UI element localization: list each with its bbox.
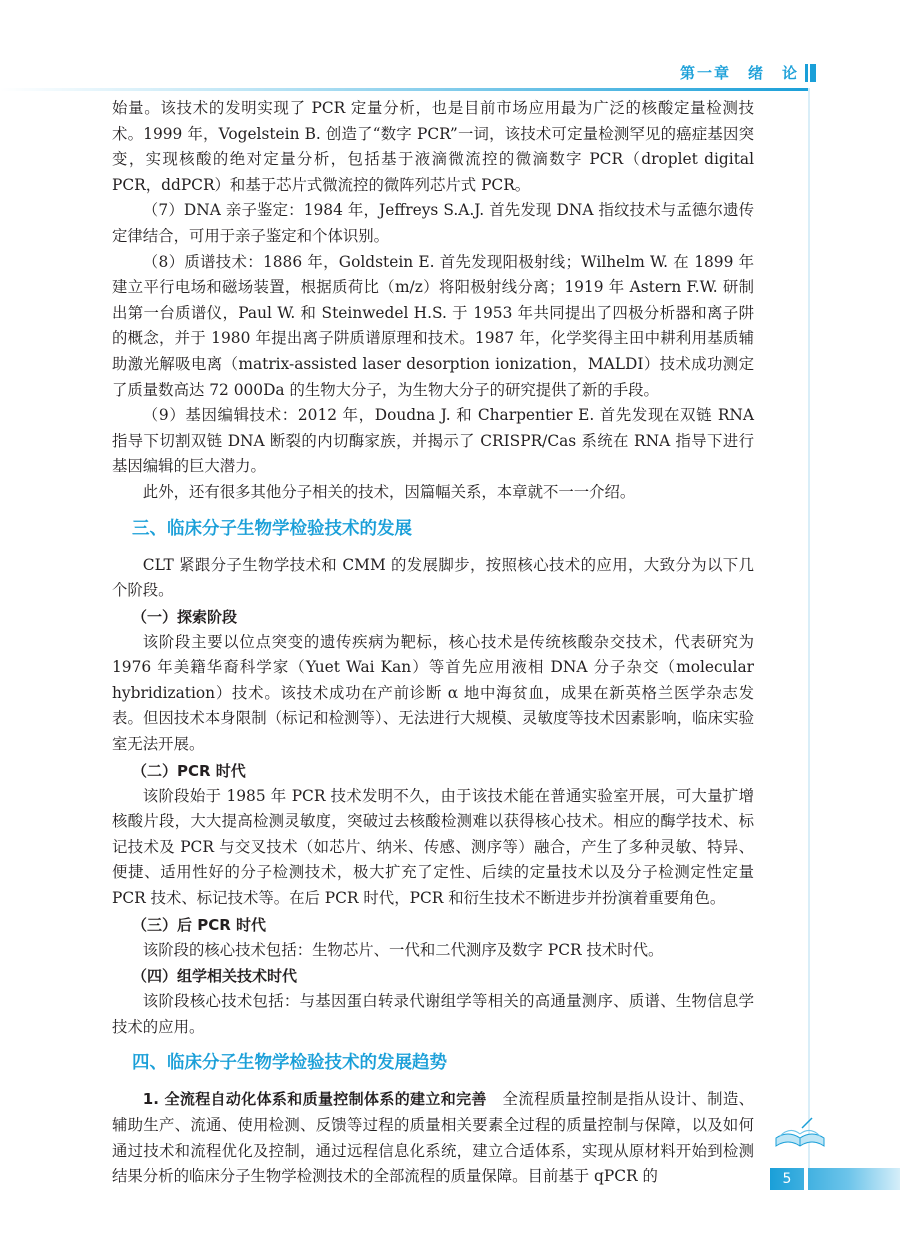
- paragraph: [112, 1087, 754, 1189]
- open-book-icon: [772, 1116, 828, 1152]
- paragraph: 此外，还有很多其他分子相关的技术，因篇幅关系，本章就不一一介绍。: [142, 482, 636, 501]
- header-bar-marks: [805, 64, 816, 82]
- chapter-title: 第一章 绪 论: [679, 64, 799, 82]
- chapter-header: [680, 62, 816, 83]
- margin-rule: [808, 88, 810, 1168]
- section-heading: 四、临床分子生物学检验技术的发展趋势: [132, 1053, 447, 1074]
- header-rule: [0, 88, 810, 91]
- paragraph: （7）DNA 亲子鉴定：1984 年，Jeffreys S.A.J. 首先发现 DNA 指纹技术与孟德尔遗传定律结合，可用于亲子鉴定和个体识别。: [112, 201, 754, 245]
- subsection-heading: （一）探索阶段: [132, 607, 238, 626]
- paragraph: CLT 紧跟分子生物学技术和 CMM 的发展脚步，按照核心技术的应用，大致分为以下几个阶段。: [112, 555, 754, 600]
- paragraph: 该阶段核心技术包括：与基因蛋白转录代谢组学等相关的高通量测序、质谱、生物信息学技术的应用。: [112, 992, 754, 1036]
- paragraph: 该阶段的核心技术包括：生物芯片、一代和二代测序及数字 PCR 技术时代。: [142, 940, 664, 959]
- page-body: [112, 96, 754, 1190]
- subsection-heading: （四）组学相关技术时代: [132, 967, 298, 986]
- paragraph: 该阶段始于 1985 年 PCR 技术发明不久，由于该技术能在普通实验室开展，可大量扩增核酸片段，大大提高检测灵敏度，突破过去核酸检测难以获得核心技术。相应的酶学技术、标记技术及 PCR 与交叉技术（如芯片、纳米、传感、测序等）融合，产生了多种灵敏、特异、便捷、适用性好的分子检测技术，极大扩充了定性、后续的定量技术以及分子检测定性定量 PCR 技术、标记技术等。在后 PCR 时代，PCR 和衍生技术不断进步并扮演着重要角色。: [112, 786, 754, 908]
- section-heading: 三、临床分子生物学检验技术的发展: [132, 518, 412, 539]
- subsection-heading: （三）后 PCR 时代: [132, 915, 266, 934]
- paragraph: 始量。该技术的发明实现了 PCR 定量分析，也是目前市场应用最为广泛的核酸定量检测技术。1999 年，Vogelstein B. 创造了“数字 PCR”一词，该技术可定量检测罕见的癌症基因突变，实现核酸的绝对定量分析，包括基于液滴微流控的微滴数字 PCR（droplet digital PCR，ddPCR）和基于芯片式微流控的微阵列芯片式 PCR。: [112, 99, 754, 194]
- page-number-tab: [770, 1168, 900, 1190]
- page-number: 5: [782, 1171, 792, 1187]
- paragraph-text: 全流程质量控制是指从设计、制造、辅助生产、流通、使用检测、反馈等过程的质量相关要素全过程的质量控制与保障，以及如何通过技术和流程优化及控制，通过远程信息化系统，建立合适体系，实现从原材料开始到检测结果分析的临床分子生物学检测技术的全部流程的质量保障。目前基于 qPCR 的: [112, 1090, 754, 1186]
- inline-heading: 1. 全流程自动化体系和质量控制体系的建立和完善: [142, 1090, 487, 1109]
- paragraph: 该阶段主要以位点突变的遗传疾病为靶标，核心技术是传统核酸杂交技术，代表研究为 1976 年美籍华裔科学家（Yuet Wai Kan）等首先应用液相 DNA 分子杂交（molecular hybridization）技术。该技术成功在产前诊断 α 地中海贫血，成果在新英格兰医学杂志发表。但因技术本身限制（标记和检测等）、无法进行大规模、灵敏度等技术因素影响，临床实验室无法开展。: [112, 632, 754, 754]
- paragraph: （8）质谱技术：1886 年，Goldstein E. 首先发现阳极射线；Wilhelm W. 在 1899 年建立平行电场和磁场装置，根据质荷比（m/z）将阳极射线分离；1919 年 Astern F.W. 研制出第一台质谱仪，Paul W. 和 Steinwedel H.S. 于 1953 年共同提出了四极分析器和离子阱的概念，并于 1980 年提出离子阱质谱原理和技术。1987 年，化学奖得主田中耕利用基质辅助激光解吸电离（matrix-assisted laser desorption ionization，MALDI）技术成功测定了质量数高达 72 000Da 的生物大分子，为生物大分子的研究提供了新的手段。: [112, 252, 754, 399]
- paragraph: （9）基因编辑技术：2012 年，Doudna J. 和 Charpentier E. 首先发现在双链 RNA 指导下切割双链 DNA 断裂的内切酶家族，并揭示了 CRISPR/Cas 系统在 RNA 指导下进行基因编辑的巨大潜力。: [112, 406, 754, 476]
- subsection-heading: （二）PCR 时代: [132, 761, 246, 780]
